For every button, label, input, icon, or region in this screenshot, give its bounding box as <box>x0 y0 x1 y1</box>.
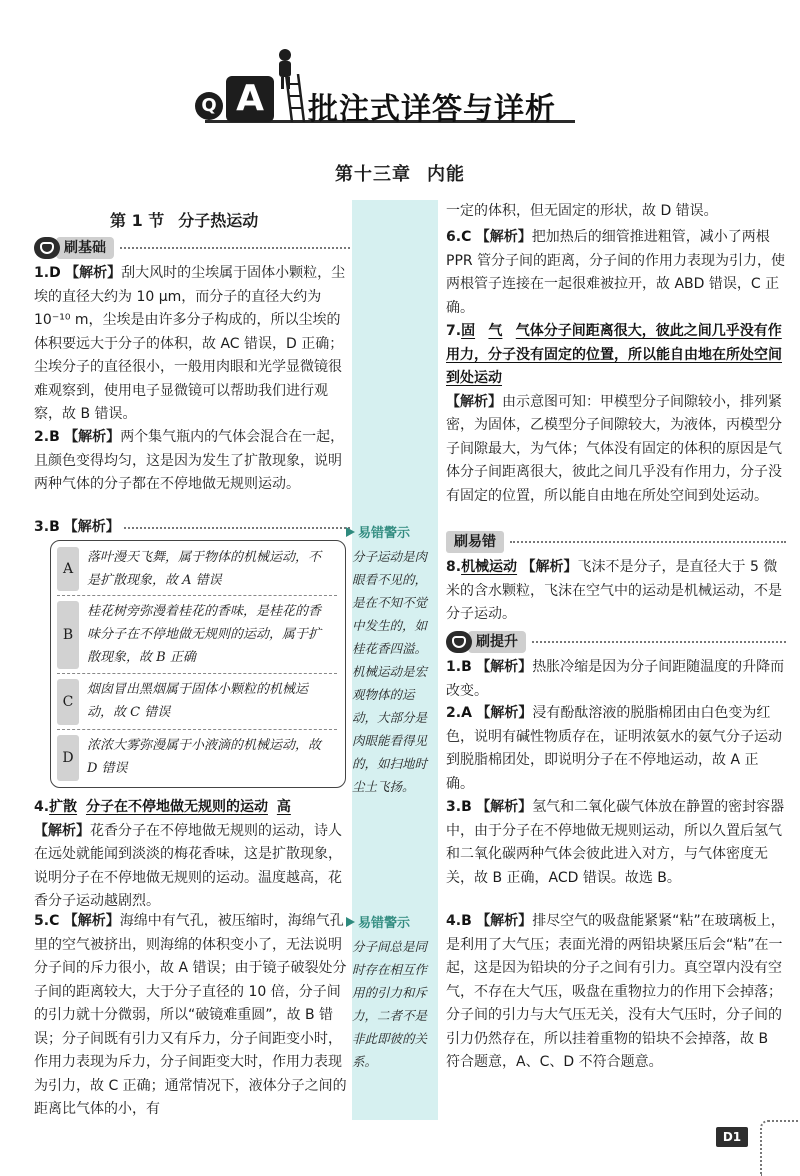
answer-5 <box>34 910 350 1122</box>
improve-label-text: 刷提升 <box>468 631 526 653</box>
blank-answer: 高 <box>276 799 291 815</box>
analysis-text: 由示意图可知：甲模型分子间隙较小，排列紧密，为固体，乙模型分子间隙较大，为液体，丙模型分子间隙最大，为气体；气体没有固定的体积的原因是气体分子间距离很大，彼此之间几乎没有作用力，分子没有固定的位置，所以能自由地在所处空间到处运动。 <box>446 393 782 504</box>
analysis-tag: 【解析】 <box>476 705 533 721</box>
answer-1 <box>34 262 350 427</box>
analysis-tag: 【解析】 <box>476 799 533 815</box>
answer-6 <box>446 226 786 320</box>
section-number: 第 1 节 <box>110 211 165 230</box>
analysis-tag: 【解析】 <box>63 519 120 535</box>
section-name: 分子热运动 <box>178 211 259 230</box>
blank-answer: 分子在不停地做无规则的运动 <box>85 799 268 815</box>
q-number: 3. <box>446 799 462 815</box>
chapter-heading <box>0 160 800 186</box>
blank-answer: 气体分子间距离很大，彼此之间几乎没有作用力，分子没有固定的位置，所以能自由地在所处空间到处运动 <box>446 323 782 386</box>
warning-title: 易错警示 <box>358 526 411 541</box>
answer-letter: D <box>49 265 61 281</box>
analysis-text: 两个集气瓶内的气体会混合在一起，且颜色变得均匀，这是因为发生了扩散现象，说明两种气体的分子都在不停地做无规则运动。 <box>34 429 345 492</box>
answer-letter: A <box>461 705 472 721</box>
option-text: 烟囱冒出黑烟属于固体小颗粒的机械运动，故 C 错误 <box>87 682 309 720</box>
analysis-text: 飞沫不是分子，是直径大于 5 微米的含水颗粒，飞沫在空气中的运动是机械运动，不是分子运动。 <box>446 559 782 622</box>
warning-note-2 <box>346 912 438 1073</box>
analysis-tag: 【解析】 <box>34 822 90 839</box>
q-number: 6. <box>446 229 462 245</box>
analysis-tag: 【解析】 <box>63 913 120 929</box>
dotted-divider <box>124 527 350 529</box>
dotted-divider <box>510 541 786 543</box>
answer-letter: B <box>49 519 60 535</box>
answer-2 <box>34 426 350 497</box>
q-number: 4. <box>34 799 50 815</box>
mistake-label-text: 刷易错 <box>446 531 504 553</box>
improve-answer-1 <box>446 656 786 703</box>
page-title: 批注式详答与详析 <box>308 92 556 127</box>
improve-label <box>446 630 786 654</box>
mistake-label <box>446 530 786 554</box>
analysis-text: 热胀冷缩是因为分子间距随温度的升降而改变。 <box>446 659 785 699</box>
section-heading <box>110 208 272 231</box>
warning-text: 分子运动是肉眼看不见的，是在不知不觉中发生的，如桂花香四溢。机械运动是宏观物体的运动，大部分是肉眼能看得见的，如扫地时尘土飞扬。 <box>352 549 428 794</box>
analysis-text: 刮大风时的尘埃属于固体小颗粒，尘埃的直径大约为 10 μm，而分子的直径大约为 10⁻¹⁰ m，尘埃是由许多分子构成的，所以尘埃的体积要远大于分子的体积，故 AC 错误，D 正确；尘埃分子的直径很小，一般用肉眼和光学显微镜很难观察到，使用电子显微镜可以帮助我们进行观察，故 B 错误。 <box>34 265 346 422</box>
option-text: 落叶漫天飞舞，属于物体的机械运动，不是扩散现象，故 A 错误 <box>87 550 322 588</box>
q-number: 1. <box>34 265 50 281</box>
analysis-text: 浸有酚酞溶液的脱脂棉团由白色变为红色，说明有碱性物质存在，证明浓氨水的氨气分子运动到脱脂棉团处，即说明分子在不停地运动，故 A 正确。 <box>446 705 782 792</box>
answer-3 <box>34 516 350 540</box>
a-logo-icon: A <box>226 76 274 122</box>
option-row <box>57 731 337 785</box>
improve-answer-3 <box>446 796 786 890</box>
analysis-text: 排尽空气的吸盘能紧紧“粘”在玻璃板上，是利用了大气压；表面光滑的两铅块紧压后会“粘”在一起，这是因为铅块的分子之间有引力。真空罩内没有空气，不存在大气压，吸盘在重物拉力的作用下会掉落；分子间的引力与大气压无关，没有大气压时，分子间的引力仍然存在，所以挂着重物的铅块不会掉落，故 B 符合题意，A、C、D 不符合题意。 <box>446 913 785 1070</box>
answer-letter: C <box>461 229 472 245</box>
chapter-name: 内能 <box>427 164 465 185</box>
brush-icon <box>34 237 60 259</box>
warning-title: 易错警示 <box>358 916 411 931</box>
arrow-icon <box>346 917 355 927</box>
analysis-text: 花香分子在不停地做无规则的运动，诗人在远处就能闻到淡淡的梅花香味，这是扩散现象，说明分子在不停地做无规则的运动。温度越高，花香分子运动越剧烈。 <box>34 822 342 909</box>
ladder-illustration-icon <box>282 74 308 122</box>
arrow-icon <box>346 527 355 537</box>
q-number: 2. <box>446 705 462 721</box>
basic-label <box>34 236 350 260</box>
analysis-tag: 【解析】 <box>475 229 532 245</box>
page-corner-decoration <box>760 1120 800 1176</box>
option-text: 浓浓大雾弥漫属于小液滴的机械运动，故 D 错误 <box>87 738 322 776</box>
q-number: 2. <box>34 429 50 445</box>
answer-4 <box>34 796 350 914</box>
blank-answer: 机械运动 <box>461 559 518 575</box>
option-key: D <box>57 735 79 781</box>
analysis-tag: 【解析】 <box>446 393 502 410</box>
q-number: 7. <box>446 323 462 339</box>
option-key: C <box>57 679 79 725</box>
warning-note-1 <box>346 522 438 798</box>
analysis-text: 氢气和二氧化碳气体放在静置的密封容器中，由于分子在不停地做无规则运动，所以久置后氢气和二氧化碳两种气体会彼此进入对方，与气体密度无关，故 B 正确，ACD 错误。故选 B。 <box>446 799 785 886</box>
option-text: 桂花树旁弥漫着桂花的香味，是桂花的香味分子在不停地做无规则的运动，属于扩散现象，故 B 正确 <box>87 604 322 665</box>
q-number: 4. <box>446 913 462 929</box>
option-row <box>57 675 337 730</box>
q-number: 5. <box>34 913 50 929</box>
answer-letter: B <box>461 913 472 929</box>
q-logo-icon: Q <box>195 92 223 120</box>
analysis-tag: 【解析】 <box>476 659 533 675</box>
q-number: 1. <box>446 659 462 675</box>
answer-letter: B <box>461 659 472 675</box>
analysis-text: 海绵中有气孔，被压缩时，海绵气孔里的空气被挤出，则海绵的体积变小了，无法说明分子间的斥力很小，故 A 错误；由于镜子破裂处分子间的距离较大，大于分子直径的 10 倍，分子间的引力就十分微弱，所以“破镜难重圆”，故 B 错误；分子间既有引力又有斥力，分子间距变小时，作用力表现为斥力，分子间距变大时，作用力表现为引力，故 C 正确；通常情况下，液体分子之间的距离比气体的小，有 <box>34 913 347 1117</box>
option-key: B <box>57 601 79 669</box>
analysis-text: 把加热后的细管推进粗管，减小了两根 PPR 管分子间的距离，分子间的作用力表现为引力，使两根管子连接在一起很难被拉开，故 ABD 错误，C 正确。 <box>446 229 786 316</box>
page-number: D1 <box>716 1127 748 1147</box>
warning-text: 分子间总是同时存在相互作用的引力和斥力，二者不是非此即彼的关系。 <box>352 939 428 1069</box>
continued-text: 一定的体积，但无固定的形状，故 D 错误。 <box>446 203 718 219</box>
q-number: 3. <box>34 519 50 535</box>
answer-letter: C <box>49 913 60 929</box>
improve-answer-2 <box>446 702 786 796</box>
blank-answer: 固 <box>461 323 476 339</box>
dotted-divider <box>120 247 350 249</box>
analysis-tag: 【解析】 <box>476 913 533 929</box>
answer-8 <box>446 556 786 627</box>
blank-answer: 扩散 <box>49 799 78 815</box>
chapter-number: 第十三章 <box>335 164 411 185</box>
option-row <box>57 597 337 674</box>
analysis-tag: 【解析】 <box>521 559 578 575</box>
option-key: A <box>57 547 79 591</box>
analysis-tag: 【解析】 <box>64 429 121 445</box>
options-box <box>50 540 346 788</box>
answer-7 <box>446 320 786 508</box>
improve-answer-4 <box>446 910 786 1075</box>
answer-letter: B <box>49 429 60 445</box>
analysis-tag: 【解析】 <box>65 265 122 281</box>
blank-answer: 气 <box>488 323 503 339</box>
q-number: 8. <box>446 559 462 575</box>
brush-icon <box>446 631 472 653</box>
answer-letter: B <box>461 799 472 815</box>
dotted-divider <box>532 641 786 643</box>
option-row <box>57 543 337 596</box>
basic-label-text: 刷基础 <box>56 237 114 259</box>
